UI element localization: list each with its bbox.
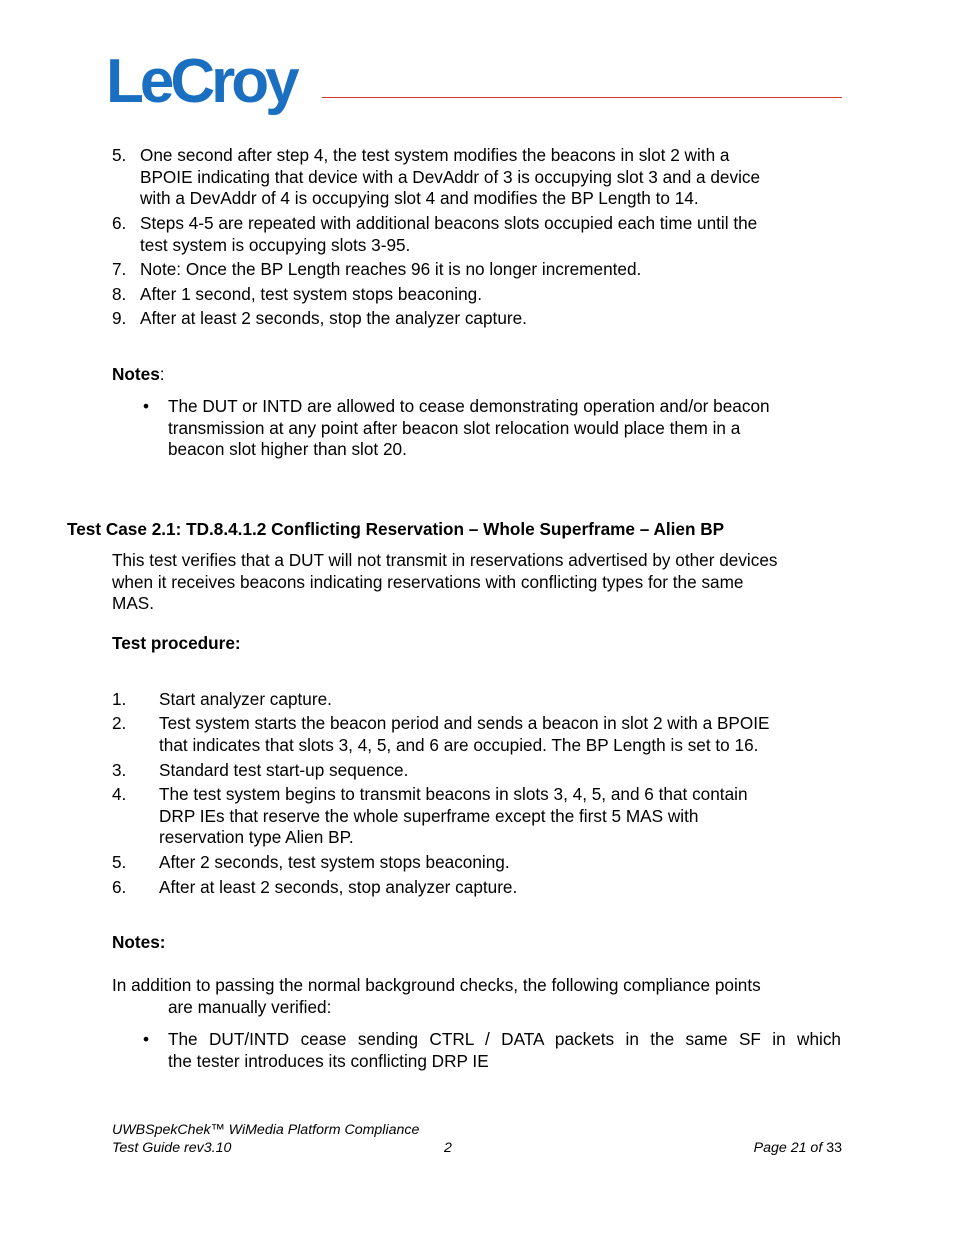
list-item: [112, 852, 510, 874]
item-text: After 2 seconds, test system stops beaconing.: [159, 852, 510, 872]
list-item: [112, 760, 408, 782]
list-item: [112, 145, 760, 210]
list-item: [112, 213, 757, 256]
notes-intro: [112, 975, 761, 1018]
item-text: that indicates that slots 3, 4, 5, and 6 are occupied. The BP Length is set to 16.: [159, 734, 759, 755]
item-number: 4.: [112, 784, 127, 804]
footer-center-number: 2: [444, 1140, 452, 1156]
item-number: 5.: [112, 145, 127, 165]
notes-intro-line: In addition to passing the normal background checks, the following compliance points: [112, 975, 761, 995]
test-procedure-label: Test procedure:: [112, 633, 241, 653]
bullet-text: beacon slot higher than slot 20.: [168, 439, 407, 460]
page-prefix: Page 21 of: [753, 1140, 823, 1156]
item-number: 9.: [112, 308, 127, 328]
item-text: test system is occupying slots 3-95.: [140, 234, 411, 255]
list-item: [112, 308, 527, 330]
notes-colon: :: [159, 364, 165, 384]
item-text: One second after step 4, the test system modifies the beacons in slot 2 with a: [140, 145, 730, 165]
notes-bullet-item: [143, 396, 770, 461]
list-item: [112, 689, 332, 711]
notes-intro-line: are manually verified:: [168, 996, 332, 1017]
item-text: Note: Once the BP Length reaches 96 it is no longer incremented.: [140, 259, 642, 279]
bullet-text: The DUT/INTD cease sending CTRL / DATA packets in the same SF in which: [168, 1029, 841, 1049]
footer-line: UWBSpekChek™ WiMedia Platform Compliance: [112, 1122, 420, 1138]
test-case-intro: [112, 550, 778, 615]
list-item: [112, 713, 770, 756]
list-item: [112, 877, 517, 899]
item-number: 6.: [112, 213, 127, 233]
list-item: [112, 259, 641, 281]
item-text: Test system starts the beacon period and sends a beacon in slot 2 with a BPOIE: [159, 713, 770, 733]
intro-line: MAS.: [112, 593, 155, 614]
item-text: The test system begins to transmit beacons in slots 3, 4, 5, and 6 that contain: [159, 784, 748, 804]
item-number: 8.: [112, 284, 127, 304]
item-text: Steps 4-5 are repeated with additional beacons slots occupied each time until the: [140, 213, 758, 233]
notes-heading: Notes:: [112, 932, 166, 952]
notes-heading: [112, 364, 165, 386]
footer-page-number: [754, 1139, 842, 1157]
item-number: 2.: [112, 713, 127, 733]
intro-line: when it receives beacons indicating reservations with conflicting types for the same: [112, 571, 744, 592]
bullet-glyph: •: [143, 1029, 150, 1049]
list-item: [112, 784, 748, 849]
item-number: 5.: [112, 852, 127, 872]
bullet-text: transmission at any point after beacon slot relocation would place them in a: [168, 417, 741, 438]
item-text: Start analyzer capture.: [159, 689, 332, 709]
test-case-heading: Test Case 2.1: TD.8.4.1.2 Conflicting Reservation – Whole Superframe – Alien BP: [67, 519, 725, 539]
item-number: 1.: [112, 689, 127, 709]
bullet-text: the tester introduces its conflicting DRP IE: [168, 1050, 489, 1071]
item-text: reservation type Alien BP.: [159, 827, 354, 848]
item-text: DRP IEs that reserve the whole superframe except the first 5 MAS with: [159, 805, 699, 826]
footer-line: Test Guide rev3.10: [112, 1140, 232, 1156]
bullet-text: The DUT or INTD are allowed to cease demonstrating operation and/or beacon: [168, 396, 770, 416]
notes-label: Notes: [112, 364, 160, 384]
lecroy-logo: LeCroy: [106, 47, 296, 116]
list-item: [112, 284, 482, 306]
item-text: After 1 second, test system stops beaconing.: [140, 284, 483, 304]
notes-bullet-item: [143, 1029, 841, 1072]
page-total: 33: [826, 1140, 842, 1156]
item-number: 3.: [112, 760, 127, 780]
footer-doc-title: [112, 1121, 419, 1157]
item-text: Standard test start-up sequence.: [159, 760, 409, 780]
item-text: After at least 2 seconds, stop analyzer capture.: [159, 877, 518, 897]
item-text: with a DevAddr of 4 is occupying slot 4 and modifies the BP Length to 14.: [140, 188, 699, 209]
header-rule: [322, 97, 842, 98]
intro-line: This test verifies that a DUT will not transmit in reservations advertised by other devices: [112, 550, 778, 570]
item-number: 7.: [112, 259, 127, 279]
item-number: 6.: [112, 877, 127, 897]
item-text: BPOIE indicating that device with a DevAddr of 3 is occupying slot 3 and a device: [140, 166, 761, 187]
bullet-glyph: •: [143, 396, 150, 416]
item-text: After at least 2 seconds, stop the analyzer capture.: [140, 308, 527, 328]
